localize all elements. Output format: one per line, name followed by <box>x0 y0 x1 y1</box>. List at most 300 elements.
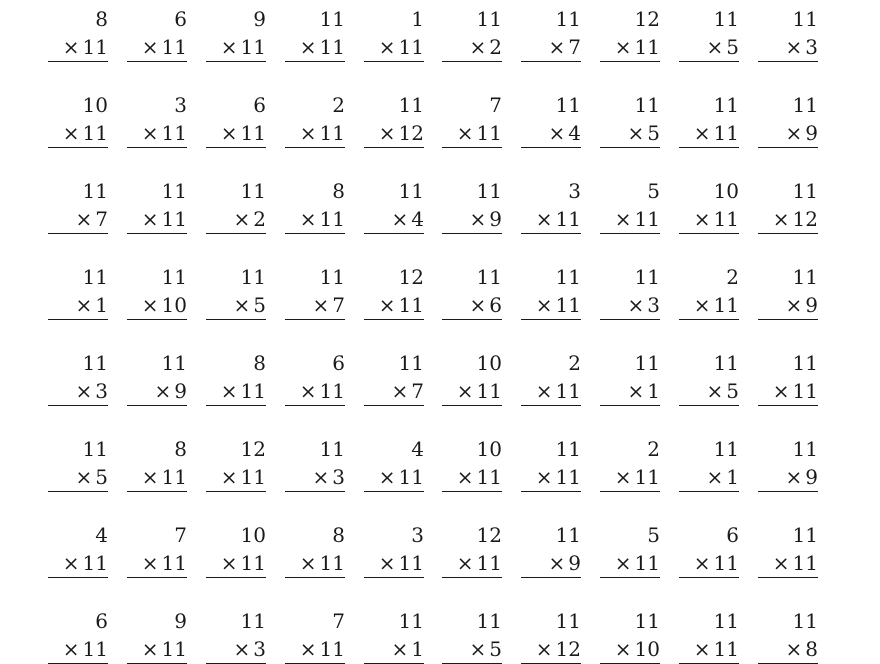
times-sign: × <box>220 379 238 403</box>
multiplicand: 11 <box>792 7 818 31</box>
times-sign: × <box>535 637 553 661</box>
times-sign: × <box>535 465 553 489</box>
multiplier: 5 <box>489 637 502 661</box>
multiplier: 11 <box>792 551 818 575</box>
times-sign: × <box>75 379 93 403</box>
multiplier-line <box>521 205 581 234</box>
multiplicand: 11 <box>555 609 581 633</box>
multiplier-line <box>127 291 187 320</box>
multiplication-problem <box>679 5 739 62</box>
multiplicand: 11 <box>713 93 739 117</box>
times-sign: × <box>220 465 238 489</box>
multiplicand: 11 <box>792 523 818 547</box>
times-sign: × <box>469 637 487 661</box>
times-sign: × <box>772 551 790 575</box>
multiplication-problem <box>442 607 502 664</box>
multiplication-problem <box>127 177 187 234</box>
times-sign: × <box>391 379 409 403</box>
multiplicand: 10 <box>240 523 266 547</box>
multiplier-line <box>364 33 424 62</box>
multiplicand: 3 <box>411 523 424 547</box>
multiplier: 10 <box>161 293 187 317</box>
multiplier-line <box>127 463 187 492</box>
multiplier: 9 <box>489 207 502 231</box>
multiplicand: 3 <box>174 93 187 117</box>
multiplication-problem <box>758 5 818 62</box>
multiplier-line <box>206 33 266 62</box>
multiplicand: 11 <box>555 93 581 117</box>
multiplier-line <box>758 291 818 320</box>
times-sign: × <box>378 35 396 59</box>
multiplicand: 11 <box>398 609 424 633</box>
multiplicand: 11 <box>555 7 581 31</box>
multiplication-problem <box>600 607 660 664</box>
times-sign: × <box>220 35 238 59</box>
multiplicand: 6 <box>95 609 108 633</box>
multiplier-line <box>600 291 660 320</box>
times-sign: × <box>141 121 159 145</box>
multiplicand: 11 <box>319 437 345 461</box>
multiplicand: 11 <box>398 351 424 375</box>
multiplicand: 11 <box>792 609 818 633</box>
multiplicand: 5 <box>647 523 660 547</box>
multiplier: 11 <box>634 551 660 575</box>
times-sign: × <box>299 637 317 661</box>
multiplicand: 11 <box>398 179 424 203</box>
times-sign: × <box>75 293 93 317</box>
multiplier-line <box>48 119 108 148</box>
times-sign: × <box>378 121 396 145</box>
multiplication-problem <box>48 263 108 320</box>
multiplier: 11 <box>792 379 818 403</box>
multiplicand: 11 <box>792 265 818 289</box>
multiplication-problem <box>679 91 739 148</box>
multiplication-problem <box>758 521 818 578</box>
multiplier-line <box>600 377 660 406</box>
multiplicand: 11 <box>476 609 502 633</box>
multiplication-problem <box>521 91 581 148</box>
multiplier: 11 <box>319 207 345 231</box>
multiplicand: 11 <box>634 265 660 289</box>
multiplication-problem <box>206 435 266 492</box>
multiplication-problem <box>48 607 108 664</box>
multiplier: 11 <box>240 551 266 575</box>
multiplier: 3 <box>332 465 345 489</box>
times-sign: × <box>141 35 159 59</box>
multiplier: 3 <box>95 379 108 403</box>
multiplication-problem <box>48 177 108 234</box>
times-sign: × <box>456 121 474 145</box>
times-sign: × <box>62 35 80 59</box>
multiplier-line <box>285 291 345 320</box>
multiplication-problem <box>364 177 424 234</box>
multiplier-line <box>127 205 187 234</box>
multiplicand: 11 <box>319 265 345 289</box>
times-sign: × <box>378 293 396 317</box>
multiplicand: 2 <box>647 437 660 461</box>
multiplier-line <box>206 119 266 148</box>
multiplication-problem <box>679 349 739 406</box>
multiplier: 11 <box>398 35 424 59</box>
multiplier: 11 <box>161 121 187 145</box>
multiplicand: 8 <box>332 523 345 547</box>
multiplicand: 6 <box>253 93 266 117</box>
multiplier-line <box>521 463 581 492</box>
multiplication-problem <box>285 349 345 406</box>
times-sign: × <box>785 293 803 317</box>
multiplier-line <box>364 377 424 406</box>
multiplication-problem <box>48 91 108 148</box>
times-sign: × <box>706 465 724 489</box>
multiplicand: 7 <box>489 93 502 117</box>
multiplier: 5 <box>253 293 266 317</box>
multiplicand: 10 <box>476 437 502 461</box>
multiplicand: 11 <box>713 437 739 461</box>
times-sign: × <box>220 551 238 575</box>
multiplicand: 12 <box>634 7 660 31</box>
multiplier-line <box>206 291 266 320</box>
multiplier-line <box>442 33 502 62</box>
multiplication-problem <box>48 521 108 578</box>
multiplication-problem <box>364 5 424 62</box>
multiplicand: 11 <box>634 351 660 375</box>
multiplier: 11 <box>555 207 581 231</box>
multiplicand: 10 <box>82 93 108 117</box>
multiplicand: 11 <box>82 437 108 461</box>
multiplier: 11 <box>555 293 581 317</box>
multiplication-problem <box>521 263 581 320</box>
multiplier: 5 <box>95 465 108 489</box>
multiplier: 5 <box>726 379 739 403</box>
multiplication-problem <box>127 263 187 320</box>
multiplier: 6 <box>489 293 502 317</box>
multiplication-problem <box>127 349 187 406</box>
times-sign: × <box>299 121 317 145</box>
multiplier: 7 <box>411 379 424 403</box>
multiplier-line <box>679 205 739 234</box>
times-sign: × <box>614 207 632 231</box>
multiplier: 11 <box>82 637 108 661</box>
multiplier: 11 <box>398 293 424 317</box>
times-sign: × <box>378 465 396 489</box>
multiplier-line <box>48 463 108 492</box>
multiplication-problem <box>48 435 108 492</box>
multiplication-problem <box>679 177 739 234</box>
multiplication-problem <box>442 521 502 578</box>
multiplicand: 11 <box>792 351 818 375</box>
multiplicand: 11 <box>240 265 266 289</box>
times-sign: × <box>391 207 409 231</box>
multiplier-line <box>679 119 739 148</box>
multiplier: 1 <box>726 465 739 489</box>
multiplier-line <box>758 377 818 406</box>
multiplication-problem <box>442 263 502 320</box>
multiplicand: 6 <box>174 7 187 31</box>
multiplier: 11 <box>713 551 739 575</box>
multiplier-line <box>758 205 818 234</box>
multiplicand: 9 <box>174 609 187 633</box>
multiplier-line <box>127 119 187 148</box>
multiplier: 1 <box>411 637 424 661</box>
multiplication-problem <box>442 5 502 62</box>
multiplier: 11 <box>319 35 345 59</box>
multiplication-problem <box>127 607 187 664</box>
multiplication-problem <box>364 435 424 492</box>
multiplicand: 11 <box>161 265 187 289</box>
multiplication-problem <box>127 91 187 148</box>
multiplication-problem <box>758 263 818 320</box>
multiplication-problem <box>364 607 424 664</box>
multiplier-line <box>285 463 345 492</box>
multiplier: 11 <box>240 121 266 145</box>
times-sign: × <box>469 207 487 231</box>
multiplier-line <box>758 549 818 578</box>
multiplication-problem <box>442 91 502 148</box>
multiplicand: 11 <box>398 93 424 117</box>
multiplicand: 2 <box>332 93 345 117</box>
multiplication-problem <box>521 349 581 406</box>
multiplication-problem <box>521 435 581 492</box>
times-sign: × <box>141 637 159 661</box>
multiplier-line <box>285 119 345 148</box>
times-sign: × <box>535 207 553 231</box>
multiplication-problem <box>679 607 739 664</box>
times-sign: × <box>785 637 803 661</box>
multiplier-line <box>600 119 660 148</box>
multiplier: 11 <box>713 207 739 231</box>
multiplier: 11 <box>319 637 345 661</box>
multiplier-line <box>285 377 345 406</box>
multiplier: 2 <box>253 207 266 231</box>
multiplication-problem <box>600 177 660 234</box>
times-sign: × <box>299 35 317 59</box>
multiplier: 11 <box>161 637 187 661</box>
multiplier: 11 <box>82 121 108 145</box>
multiplication-problem <box>206 521 266 578</box>
multiplier: 11 <box>713 293 739 317</box>
multiplier: 2 <box>489 35 502 59</box>
multiplier: 1 <box>647 379 660 403</box>
multiplier: 11 <box>398 465 424 489</box>
multiplier: 11 <box>476 379 502 403</box>
multiplicand: 10 <box>476 351 502 375</box>
multiplier-line <box>206 549 266 578</box>
multiplicand: 12 <box>398 265 424 289</box>
times-sign: × <box>220 121 238 145</box>
multiplicand: 12 <box>476 523 502 547</box>
multiplier: 9 <box>568 551 581 575</box>
multiplicand: 4 <box>95 523 108 547</box>
multiplicand: 6 <box>332 351 345 375</box>
multiplier-line <box>521 549 581 578</box>
multiplier-line <box>48 291 108 320</box>
multiplier-line <box>364 291 424 320</box>
multiplication-problem <box>285 521 345 578</box>
multiplier: 1 <box>95 293 108 317</box>
times-sign: × <box>614 551 632 575</box>
multiplicand: 11 <box>476 179 502 203</box>
multiplicand: 11 <box>161 179 187 203</box>
times-sign: × <box>141 293 159 317</box>
multiplier: 12 <box>555 637 581 661</box>
multiplier: 11 <box>161 551 187 575</box>
multiplier: 3 <box>805 35 818 59</box>
times-sign: × <box>62 637 80 661</box>
multiplication-problem <box>600 349 660 406</box>
multiplicand: 11 <box>792 179 818 203</box>
multiplier: 11 <box>240 465 266 489</box>
multiplicand: 11 <box>240 179 266 203</box>
times-sign: × <box>62 551 80 575</box>
multiplicand: 11 <box>476 265 502 289</box>
multiplication-problem <box>285 5 345 62</box>
multiplier-line <box>521 119 581 148</box>
multiplier: 11 <box>82 551 108 575</box>
multiplication-problem <box>127 5 187 62</box>
multiplier-line <box>679 377 739 406</box>
multiplicand: 1 <box>411 7 424 31</box>
multiplier-line <box>48 33 108 62</box>
times-sign: × <box>627 379 645 403</box>
multiplicand: 11 <box>161 351 187 375</box>
multiplier: 11 <box>555 379 581 403</box>
multiplicand: 11 <box>713 351 739 375</box>
multiplication-problem <box>206 5 266 62</box>
multiplication-problem <box>758 607 818 664</box>
multiplicand: 7 <box>332 609 345 633</box>
multiplier-line <box>206 377 266 406</box>
multiplier: 8 <box>805 637 818 661</box>
times-sign: × <box>693 207 711 231</box>
multiplier: 7 <box>332 293 345 317</box>
multiplicand: 8 <box>253 351 266 375</box>
times-sign: × <box>469 293 487 317</box>
multiplier-line <box>600 549 660 578</box>
multiplier-line <box>48 549 108 578</box>
multiplier: 11 <box>319 121 345 145</box>
multiplicand: 12 <box>240 437 266 461</box>
multiplier: 3 <box>253 637 266 661</box>
multiplier: 10 <box>634 637 660 661</box>
multiplicand: 8 <box>332 179 345 203</box>
multiplier-line <box>206 463 266 492</box>
multiplication-problem <box>285 177 345 234</box>
multiplicand: 11 <box>82 265 108 289</box>
multiplication-problem <box>521 5 581 62</box>
multiplier: 7 <box>568 35 581 59</box>
times-sign: × <box>312 293 330 317</box>
multiplier: 11 <box>634 465 660 489</box>
multiplicand: 8 <box>174 437 187 461</box>
multiplier-line <box>442 549 502 578</box>
multiplication-problem <box>442 177 502 234</box>
multiplication-problem <box>285 607 345 664</box>
multiplication-problem <box>285 91 345 148</box>
multiplicand: 11 <box>82 179 108 203</box>
times-sign: × <box>627 293 645 317</box>
times-sign: × <box>378 551 396 575</box>
times-sign: × <box>614 637 632 661</box>
times-sign: × <box>456 551 474 575</box>
times-sign: × <box>785 465 803 489</box>
multiplication-problem <box>758 91 818 148</box>
multiplicand: 11 <box>792 437 818 461</box>
times-sign: × <box>614 465 632 489</box>
multiplier-line <box>442 377 502 406</box>
times-sign: × <box>75 207 93 231</box>
multiplication-problem <box>600 263 660 320</box>
multiplier-line <box>206 205 266 234</box>
multiplication-problem <box>600 91 660 148</box>
multiplier: 11 <box>161 35 187 59</box>
multiplication-problem <box>600 5 660 62</box>
multiplication-problem <box>364 521 424 578</box>
multiplicand: 9 <box>253 7 266 31</box>
multiplier-line <box>600 463 660 492</box>
times-sign: × <box>693 293 711 317</box>
multiplicand: 6 <box>726 523 739 547</box>
times-sign: × <box>627 121 645 145</box>
multiplier-line <box>48 205 108 234</box>
multiplication-problem <box>442 435 502 492</box>
multiplier-line <box>679 291 739 320</box>
multiplier: 11 <box>713 637 739 661</box>
times-sign: × <box>62 121 80 145</box>
times-sign: × <box>693 121 711 145</box>
multiplicand: 11 <box>713 609 739 633</box>
times-sign: × <box>312 465 330 489</box>
multiplication-problem <box>679 263 739 320</box>
multiplier-line <box>364 119 424 148</box>
times-sign: × <box>693 637 711 661</box>
times-sign: × <box>772 207 790 231</box>
multiplier-line <box>127 549 187 578</box>
multiplication-problem <box>679 521 739 578</box>
multiplier: 11 <box>240 35 266 59</box>
times-sign: × <box>706 35 724 59</box>
multiplicand: 11 <box>240 609 266 633</box>
multiplier: 5 <box>647 121 660 145</box>
multiplier: 4 <box>411 207 424 231</box>
multiplier-line <box>600 205 660 234</box>
multiplicand: 3 <box>568 179 581 203</box>
multiplier: 11 <box>398 551 424 575</box>
multiplicand: 11 <box>82 351 108 375</box>
times-sign: × <box>299 207 317 231</box>
multiplication-problem <box>48 349 108 406</box>
multiplier-line <box>364 205 424 234</box>
times-sign: × <box>614 35 632 59</box>
multiplier-line <box>442 119 502 148</box>
multiplier: 4 <box>568 121 581 145</box>
multiplicand: 5 <box>647 179 660 203</box>
multiplication-problem <box>364 263 424 320</box>
multiplier-line <box>600 33 660 62</box>
multiplicand: 2 <box>568 351 581 375</box>
multiplicand: 7 <box>174 523 187 547</box>
multiplier: 11 <box>634 35 660 59</box>
times-sign: × <box>299 551 317 575</box>
times-sign: × <box>141 465 159 489</box>
multiplier: 7 <box>95 207 108 231</box>
multiplication-problem <box>206 177 266 234</box>
multiplier: 11 <box>319 551 345 575</box>
multiplication-problem <box>758 435 818 492</box>
multiplication-problem <box>521 177 581 234</box>
multiplier: 11 <box>476 551 502 575</box>
times-sign: × <box>706 379 724 403</box>
multiplier-line <box>364 463 424 492</box>
